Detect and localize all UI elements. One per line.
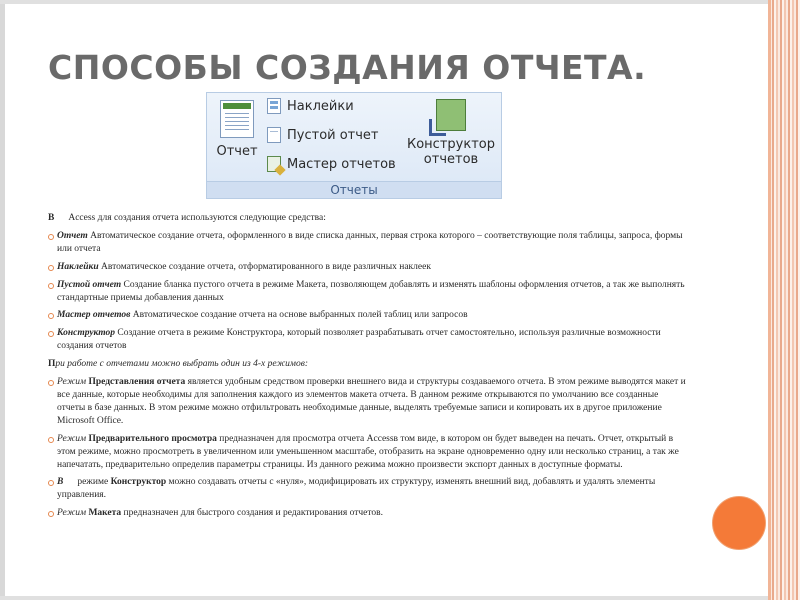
report-designer-label-line2: отчетов — [423, 152, 479, 167]
report-button-label: Отчет — [216, 144, 258, 159]
report-designer-button[interactable] — [403, 97, 499, 177]
mode-term: Конструктор — [110, 477, 167, 488]
mode-mid: режиме — [77, 477, 109, 488]
intro-prefix: В — [48, 213, 55, 223]
tool-term: Конструктор — [57, 328, 116, 339]
mode-prefix: Режим — [57, 377, 87, 388]
mode-desc: предназначен для быстрого создания и редактирования отчетов. — [123, 508, 384, 519]
decorative-stripe-band — [768, 0, 800, 600]
tool-desc: Автоматическое создание отчета, оформленного в виде списка данных, первая строка которого – соответствующие поля таблицы, запроса, формы или отчета — [57, 230, 683, 254]
mode-desc: предназначен для просмотра отчета Accessв том виде, в котором он будет выведен на печать. Отчет, открытый в этом режиме, можно просмотреть в увеличенном или уменьшенном масштабе, отобразить на экране одновременно одну или несколько страниц, а так же напечатать, предварительно определив параметры страницы. Из данного режима можно произвести экспорт данных в доступные форматы. — [57, 433, 679, 470]
reports-ribbon-group — [206, 92, 502, 199]
report-wizard-button[interactable] — [267, 154, 396, 174]
list-item — [48, 476, 688, 502]
tool-desc: Автоматическое создание отчета, отформатированного в виде различных наклеек — [101, 261, 431, 272]
intro-paragraph — [48, 212, 688, 225]
mode-prefix: В — [57, 477, 64, 488]
mode-desc: является удобным средством проверки внешнего вида и структуры создаваемого отчета. В этом режиме выводятся макет и все данные, которые необходимы для заполнения каждого из элементов макета отчета. В данном режиме открываются по умолчанию все созданные отчеты в базе данных. В этом режиме можно отфильтровать необходимые данные, выделять требуемые записи и копировать их в другое приложение Microsoft Office. — [57, 377, 686, 426]
bottom-border — [0, 596, 800, 600]
tool-term: Наклейки — [57, 261, 99, 272]
labels-button[interactable] — [267, 96, 354, 116]
mode-term: Макета — [88, 508, 122, 519]
modes-intro-text: ри работе с отчетами можно выбрать один из 4-х режимов: — [55, 359, 309, 370]
tool-term: Пустой отчет — [57, 279, 122, 290]
modes-intro-cap: П — [48, 359, 56, 370]
report-icon — [220, 100, 254, 138]
list-item — [48, 327, 688, 353]
left-border — [0, 0, 5, 600]
report-wizard-button-label: Мастер отчетов — [287, 156, 396, 172]
tool-desc: Создание отчета в режиме Конструктора, который позволяет разрабатывать отчет самостоятельно, используя различные возможности создания отчетов — [57, 328, 661, 352]
modes-intro-paragraph — [48, 358, 688, 371]
labels-icon — [267, 98, 281, 114]
blank-report-icon — [267, 127, 281, 143]
list-item — [48, 376, 688, 428]
intro-text: Access для создания отчета используются следующие средства: — [68, 213, 326, 223]
slide-body — [48, 212, 688, 525]
mode-term: Представления отчета — [88, 377, 186, 388]
ribbon-group-label: Отчеты — [207, 181, 501, 198]
top-border — [0, 0, 800, 4]
mode-prefix: Режим — [57, 433, 87, 444]
tool-term: Отчет — [57, 230, 88, 241]
blank-report-button[interactable] — [267, 125, 379, 145]
report-button[interactable] — [211, 97, 263, 177]
report-designer-icon — [436, 99, 466, 131]
list-item — [48, 279, 688, 305]
decorative-orange-circle — [713, 497, 765, 549]
report-designer-label-line1: Конструктор — [407, 137, 495, 152]
list-item — [48, 309, 688, 322]
blank-report-button-label: Пустой отчет — [287, 127, 379, 143]
page-title: СПОСОБЫ СОЗДАНИЯ ОТЧЕТА. — [48, 48, 647, 87]
report-wizard-icon — [267, 156, 281, 172]
mode-desc: можно создавать отчеты с «нуля», модифицировать их структуру, изменять внешний вид, добавлять и удалять элементы управления. — [57, 477, 656, 501]
mode-prefix: Режим — [57, 508, 87, 519]
tool-term: Мастер отчетов — [57, 310, 131, 321]
list-item — [48, 230, 688, 256]
mode-term: Предварительного просмотра — [88, 433, 217, 444]
list-item — [48, 433, 688, 472]
labels-button-label: Наклейки — [287, 98, 354, 114]
list-item — [48, 507, 688, 520]
list-item — [48, 261, 688, 274]
tool-desc: Автоматическое создание отчета на основе выбранных полей таблиц или запросов — [132, 310, 468, 321]
tool-desc: Создание бланка пустого отчета в режиме Макета, позволяющем добавлять и изменять шаблоны оформления отчетов, а так же выполнять стандартные приемы добавления данных — [57, 279, 685, 303]
